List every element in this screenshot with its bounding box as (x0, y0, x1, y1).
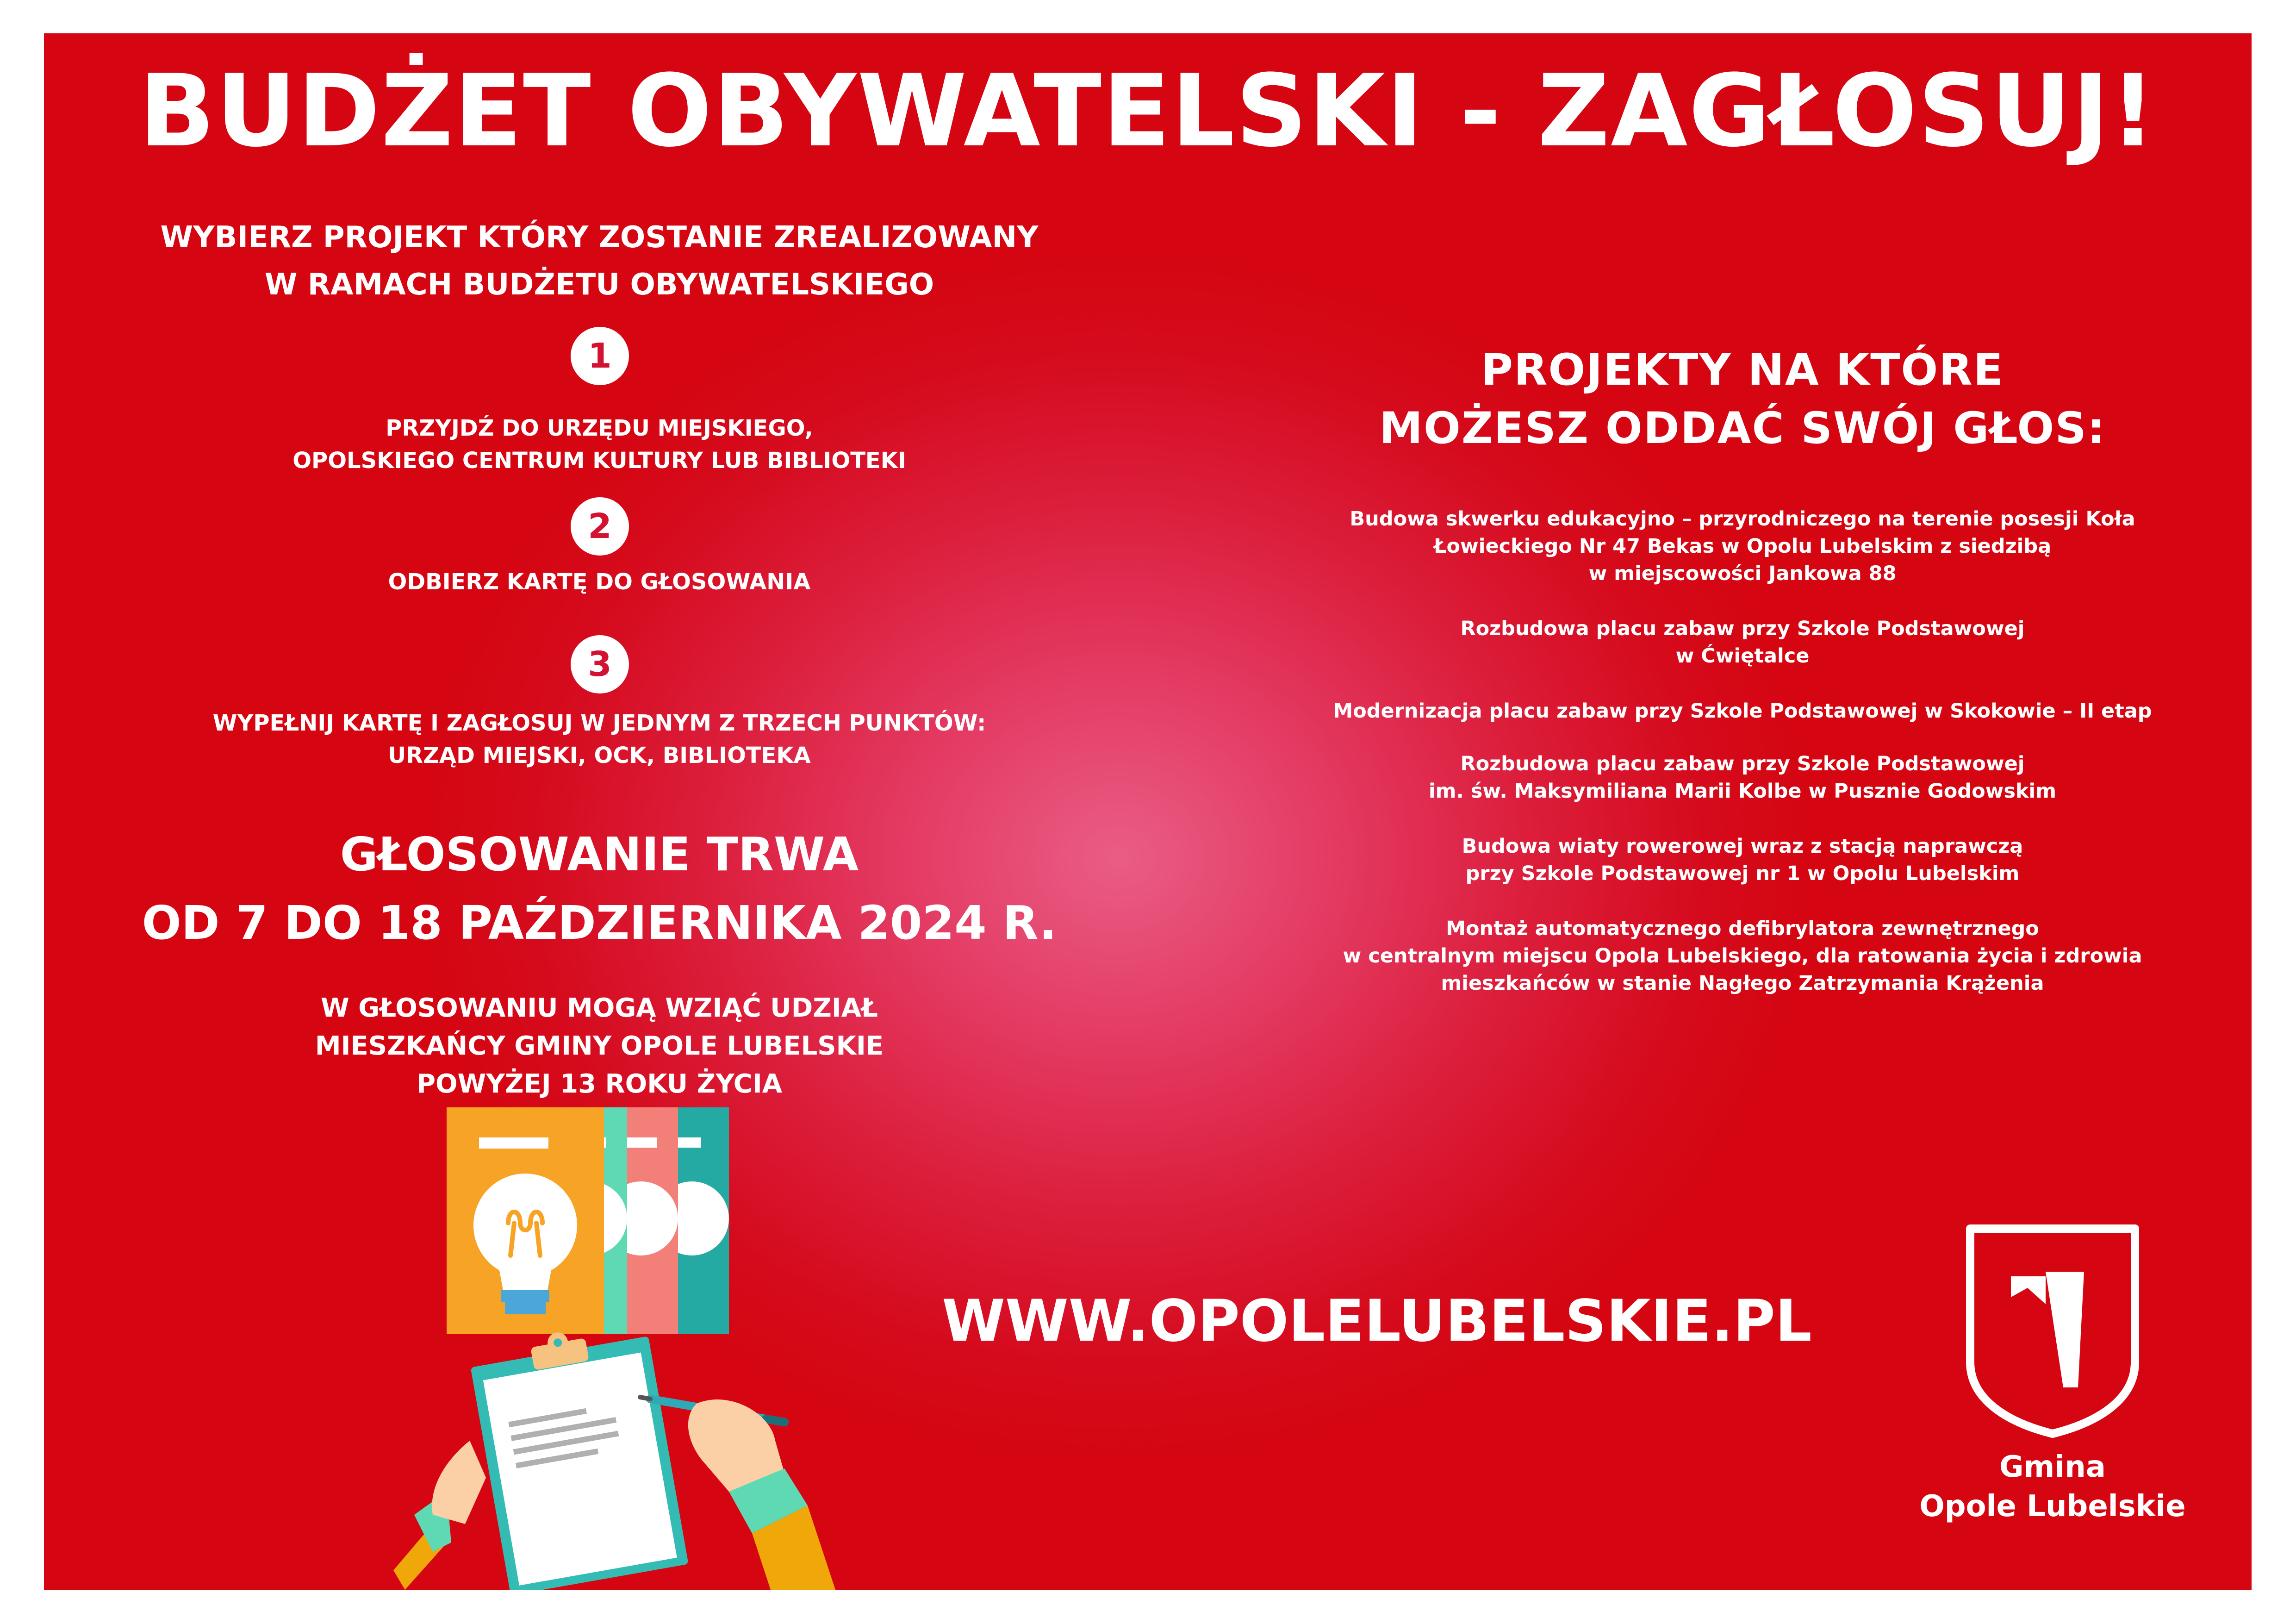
municipality-name (1849, 1448, 2252, 1526)
step-3-number-badge: 3 (571, 635, 629, 693)
project-item (1229, 698, 2252, 725)
project-line: Montaż automatycznego defibrylatora zewnętrznego (1446, 917, 2039, 940)
project-line: Łowieckiego Nr 47 Bekas w Opolu Lubelskim z siedzibą (1433, 535, 2052, 558)
project-line: w miejscowości Jankowa 88 (1588, 562, 1897, 585)
projects-heading-line: PROJEKTY NA KTÓRE (1481, 345, 2004, 395)
project-line: w centralnym miejscu Opola Lubelskiego, dla ratowania życia i zdrowia (1343, 944, 2142, 968)
website-link[interactable]: WWW.OPOLELUBELSKIE.PL (942, 1288, 1812, 1355)
project-line: w Ćwiętalce (1675, 644, 1810, 668)
step-line: URZĄD MIEJSKI, OCK, BIBLIOTEKA (388, 743, 811, 768)
step-3-text (86, 707, 1113, 772)
step-line: OPOLSKIEGO CENTRUM KULTURY LUB BIBLIOTEKI (292, 448, 906, 474)
project-line: Rozbudowa placu zabaw przy Szkole Podstawowej (1460, 617, 2025, 640)
project-item (1229, 915, 2252, 997)
right-hand-icon (688, 1399, 835, 1590)
eligibility-line: MIESZKAŃCY GMINY OPOLE LUBELSKIE (315, 1031, 884, 1061)
project-line: Rozbudowa placu zabaw przy Szkole Podstawowej (1460, 752, 2025, 775)
voting-period-line: GŁOSOWANIE TRWA (340, 827, 859, 881)
step-1-text (86, 412, 1113, 477)
intro-text (86, 214, 1113, 308)
step-line: PRZYJDŹ DO URZĘDU MIEJSKIEGO, (386, 415, 813, 441)
voting-illustration (377, 1107, 886, 1590)
projects-list (1229, 506, 2252, 1025)
step-line: ODBIERZ KARTĘ DO GŁOSOWANIA (388, 569, 811, 595)
project-item (1229, 833, 2252, 887)
project-item (1229, 506, 2252, 587)
step-1-number-badge: 1 (571, 327, 629, 385)
project-item (1229, 615, 2252, 670)
project-line: im. św. Maksymiliana Marii Kolbe w Pusznie Godowskim (1428, 780, 2057, 803)
intro-line: W RAMACH BUDŻETU OBYWATELSKIEGO (264, 268, 934, 302)
axe-crest-icon (1965, 1223, 2140, 1441)
municipality-line: Opole Lubelskie (1919, 1489, 2186, 1524)
intro-line: WYBIERZ PROJEKT KTÓRY ZOSTANIE ZREALIZOWANY (160, 220, 1039, 255)
projects-heading (1229, 341, 2252, 458)
eligibility-text (86, 989, 1113, 1103)
voting-period-line: OD 7 DO 18 PAŹDZIERNIKA 2024 R. (142, 896, 1057, 950)
clipboard-icon (467, 1317, 688, 1590)
project-line: Modernizacja placu zabaw przy Szkole Podstawowej w Skokowie – II etap (1333, 700, 2152, 723)
booklet-orange (447, 1107, 604, 1334)
step-line: WYPEŁNIJ KARTĘ I ZAGŁOSUJ W JEDNYM Z TRZECH PUNKTÓW: (212, 710, 986, 736)
projects-heading-line: MOŻESZ ODDAĆ SWÓJ GŁOS: (1379, 403, 2106, 454)
poster (44, 33, 2252, 1590)
municipality-line: Gmina (1999, 1450, 2106, 1484)
project-line: mieszkańców w stanie Nagłego Zatrzymania Krążenia (1441, 972, 2044, 995)
step-2-text (86, 566, 1113, 598)
eligibility-line: W GŁOSOWANIU MOGĄ WZIĄĆ UDZIAŁ (321, 993, 878, 1023)
project-item (1229, 750, 2252, 805)
eligibility-line: POWYŻEJ 13 ROKU ŻYCIA (416, 1069, 783, 1099)
step-2-number-badge: 2 (571, 497, 629, 556)
voting-period (86, 820, 1113, 957)
project-line: Budowa wiaty rowerowej wraz z stacją naprawczą (1462, 835, 2023, 858)
page-title: BUDŻET OBYWATELSKI - ZAGŁOSUJ! (139, 53, 2157, 169)
left-hand-icon (393, 1441, 486, 1590)
project-line: przy Szkole Podstawowej nr 1 w Opolu Lubelskim (1465, 862, 2020, 885)
project-line: Budowa skwerku edukacyjno – przyrodniczego na terenie posesji Koła (1350, 507, 2135, 531)
